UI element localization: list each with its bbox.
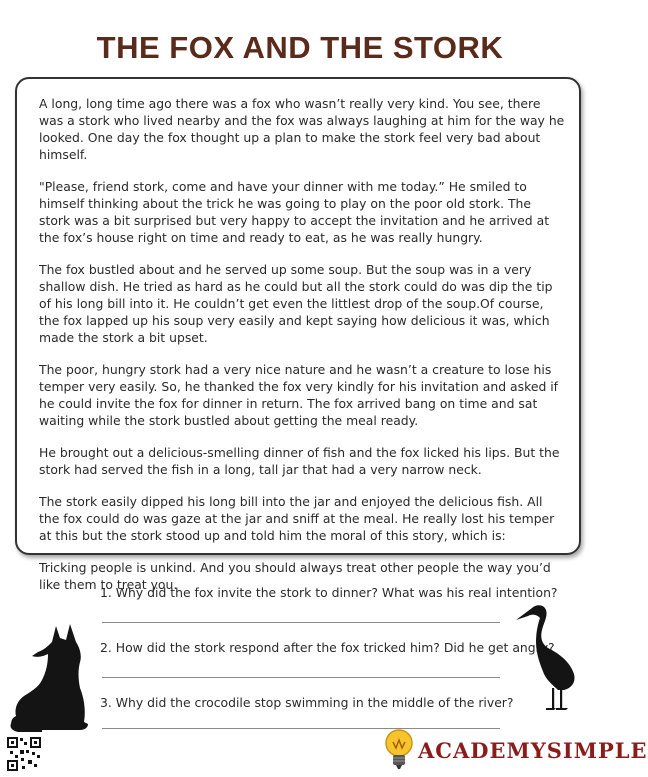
answer-line-1[interactable] xyxy=(102,622,500,623)
brand-logo[interactable] xyxy=(384,728,648,772)
story-paragraph: The fox bustled about and he served up some soup. But the soup was in a very shallow dish. He tried as hard as he could but all the stork could do was dip the tip of his long bill into it. He couldn’t get even the littlest drop of the soup.Of course, the fox lapped up his soup very easily and kept saying how delicious it was, which made the stork a bit upset. xyxy=(39,262,553,345)
story-paragraph: The stork easily dipped his long bill into the jar and enjoyed the delicious fish. All the fox could do was gaze at the jar and sniff at the meal. He really lost his temper at this but the stork stood up and told him the moral of this story, which is: xyxy=(39,494,555,543)
question-1: 1. Why did the fox invite the stork to dinner? What was his real intention? xyxy=(100,585,558,600)
page-title: THE FOX AND THE STORK xyxy=(96,30,504,65)
qr-code-icon xyxy=(6,736,42,772)
brand-name: ACADEMYSIMPLE xyxy=(418,737,648,763)
question-2: 2. How did the stork respond after the fox tricked him? Did he get angry? xyxy=(100,640,555,655)
answer-line-2[interactable] xyxy=(102,677,500,678)
lightbulb-icon xyxy=(384,728,414,772)
question-3: 3. Why did the crocodile stop swimming in the middle of the river? xyxy=(100,695,514,710)
story-paragraph: He brought out a delicious-smelling dinner of fish and the fox licked his lips. But the stork had served the fish in a long, tall jar that had a very narrow neck. xyxy=(39,445,560,477)
fox-silhouette-icon xyxy=(8,622,96,734)
story-paragraph: A long, long time ago there was a fox who wasn’t really very kind. You see, there was a stork who lived nearby and the fox was always laughing at him for the way he looked. One day the fox thought up a plan to make the stork feel very bad about himself. xyxy=(39,96,565,162)
story-box xyxy=(15,77,581,592)
story-moral: Tricking people is unkind. And you should always treat other people the way you’d like them to treat you. xyxy=(39,560,551,592)
story-paragraph: The poor, hungry stork had a very nice nature and he wasn’t a creature to lose his temper very easily. So, he thanked the fox very kindly for his invitation and asked if he could invite the fox for dinner in return. The fox arrived bang on time and sat waiting while the stork bustled about getting the meal ready. xyxy=(39,362,559,428)
stork-silhouette-icon xyxy=(514,600,594,712)
story-paragraph: "Please, friend stork, come and have your dinner with me today.” He smiled to himself thinking about the trick he was going to play on the poor old stork. The stork was a bit surprised but very happy to accept the invitation and he arrived at the fox’s house right on time and ready to eat, as he was really hungry. xyxy=(39,179,550,245)
